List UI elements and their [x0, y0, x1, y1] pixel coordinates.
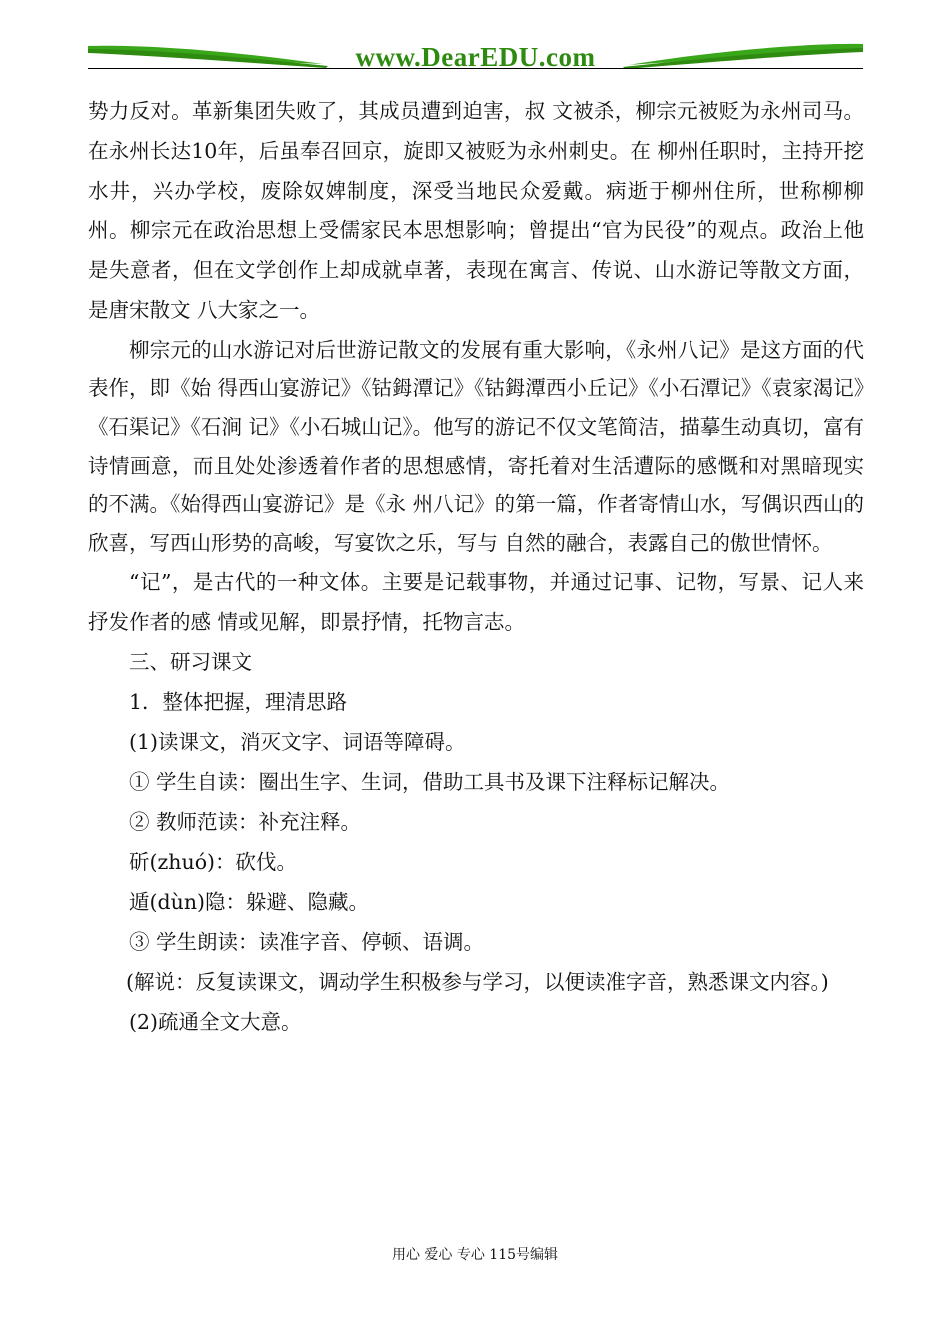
gloss-zhuo: 斫(zhuó)：砍伐。 [129, 850, 298, 875]
gloss-dunyin: 遁(dùn)隐：躲避、隐藏。 [129, 890, 370, 915]
header-rule [88, 68, 863, 69]
paragraph-travel-notes: 柳宗元的山水游记对后世游记散文的发展有重大影响，《永州八记》是这方面的代表作，即《始 得西山宴游记》《钴鉧潭记》《钴鉧潭西小丘记》《小石潭记》《袁家渴记》《石渠记》《石涧 记》《小石城山记》。他写的游记不仅文笔简洁，描摹生动真切，富有诗情画意，而且处处渗透着作者的思想感情，寄托着对生活遭际的感慨和对黑暗现实的不满。《始得西山宴游记》是《永 州八记》的第一篇，作者寄情山水，写偶识西山的欣喜，写西山形势的高峻，写宴饮之乐，写与 自然的融合，表露自己的傲世情怀。 [88, 337, 864, 555]
step-read-text: (1)读课文，消灭文字、词语等障碍。 [129, 730, 466, 755]
step-student-read: ③ 学生朗读：读准字音、停顿、语调。 [129, 930, 485, 955]
paragraph-ji-genre: “记”，是古代的一种文体。主要是记载事物，并通过记事、记物，写景、记人来抒发作者的感 情或见解，即景抒情，托物言志。 [88, 570, 864, 635]
document-body [88, 92, 864, 1042]
page-footer: 用心 爱心 专心 115号编辑 [391, 1247, 559, 1263]
site-brand: www.DearEDU.com [355, 42, 596, 72]
section-heading: 三、研习课文 [129, 650, 252, 675]
subheading-overview: 1．整体把握，理清思路 [129, 690, 348, 715]
step-teacher-read: ② 教师范读：补充注释。 [129, 810, 362, 835]
paragraph-biography: 势力反对。革新集团失败了，其成员遭到迫害，叔 文被杀，柳宗元被贬为永州司马。在永州长达10年，后虽奉召回京，旋即又被贬为永州刺史。在 柳州任职时，主持开挖水井，兴办学校，废除奴婢制度，深受当地民众爱戴。病逝于柳州住所，世称柳柳州。柳宗元在政治思想上受儒家民本思想影响；曾提出“官为民役”的观点。政治上他 是失意者，但在文学创作上却成就卓著，表现在寓言、传说、山水游记等散文方面，是唐宋散文 八大家之一。 [88, 99, 864, 322]
explanation-note: (解说：反复读课文，调动学生积极参与学习，以便读准字音，熟悉课文内容。) [126, 970, 829, 995]
step-general-meaning: (2)疏通全文大意。 [129, 1010, 302, 1035]
step-self-read: ① 学生自读：圈出生字、生词，借助工具书及课下注释标记解决。 [129, 770, 731, 795]
